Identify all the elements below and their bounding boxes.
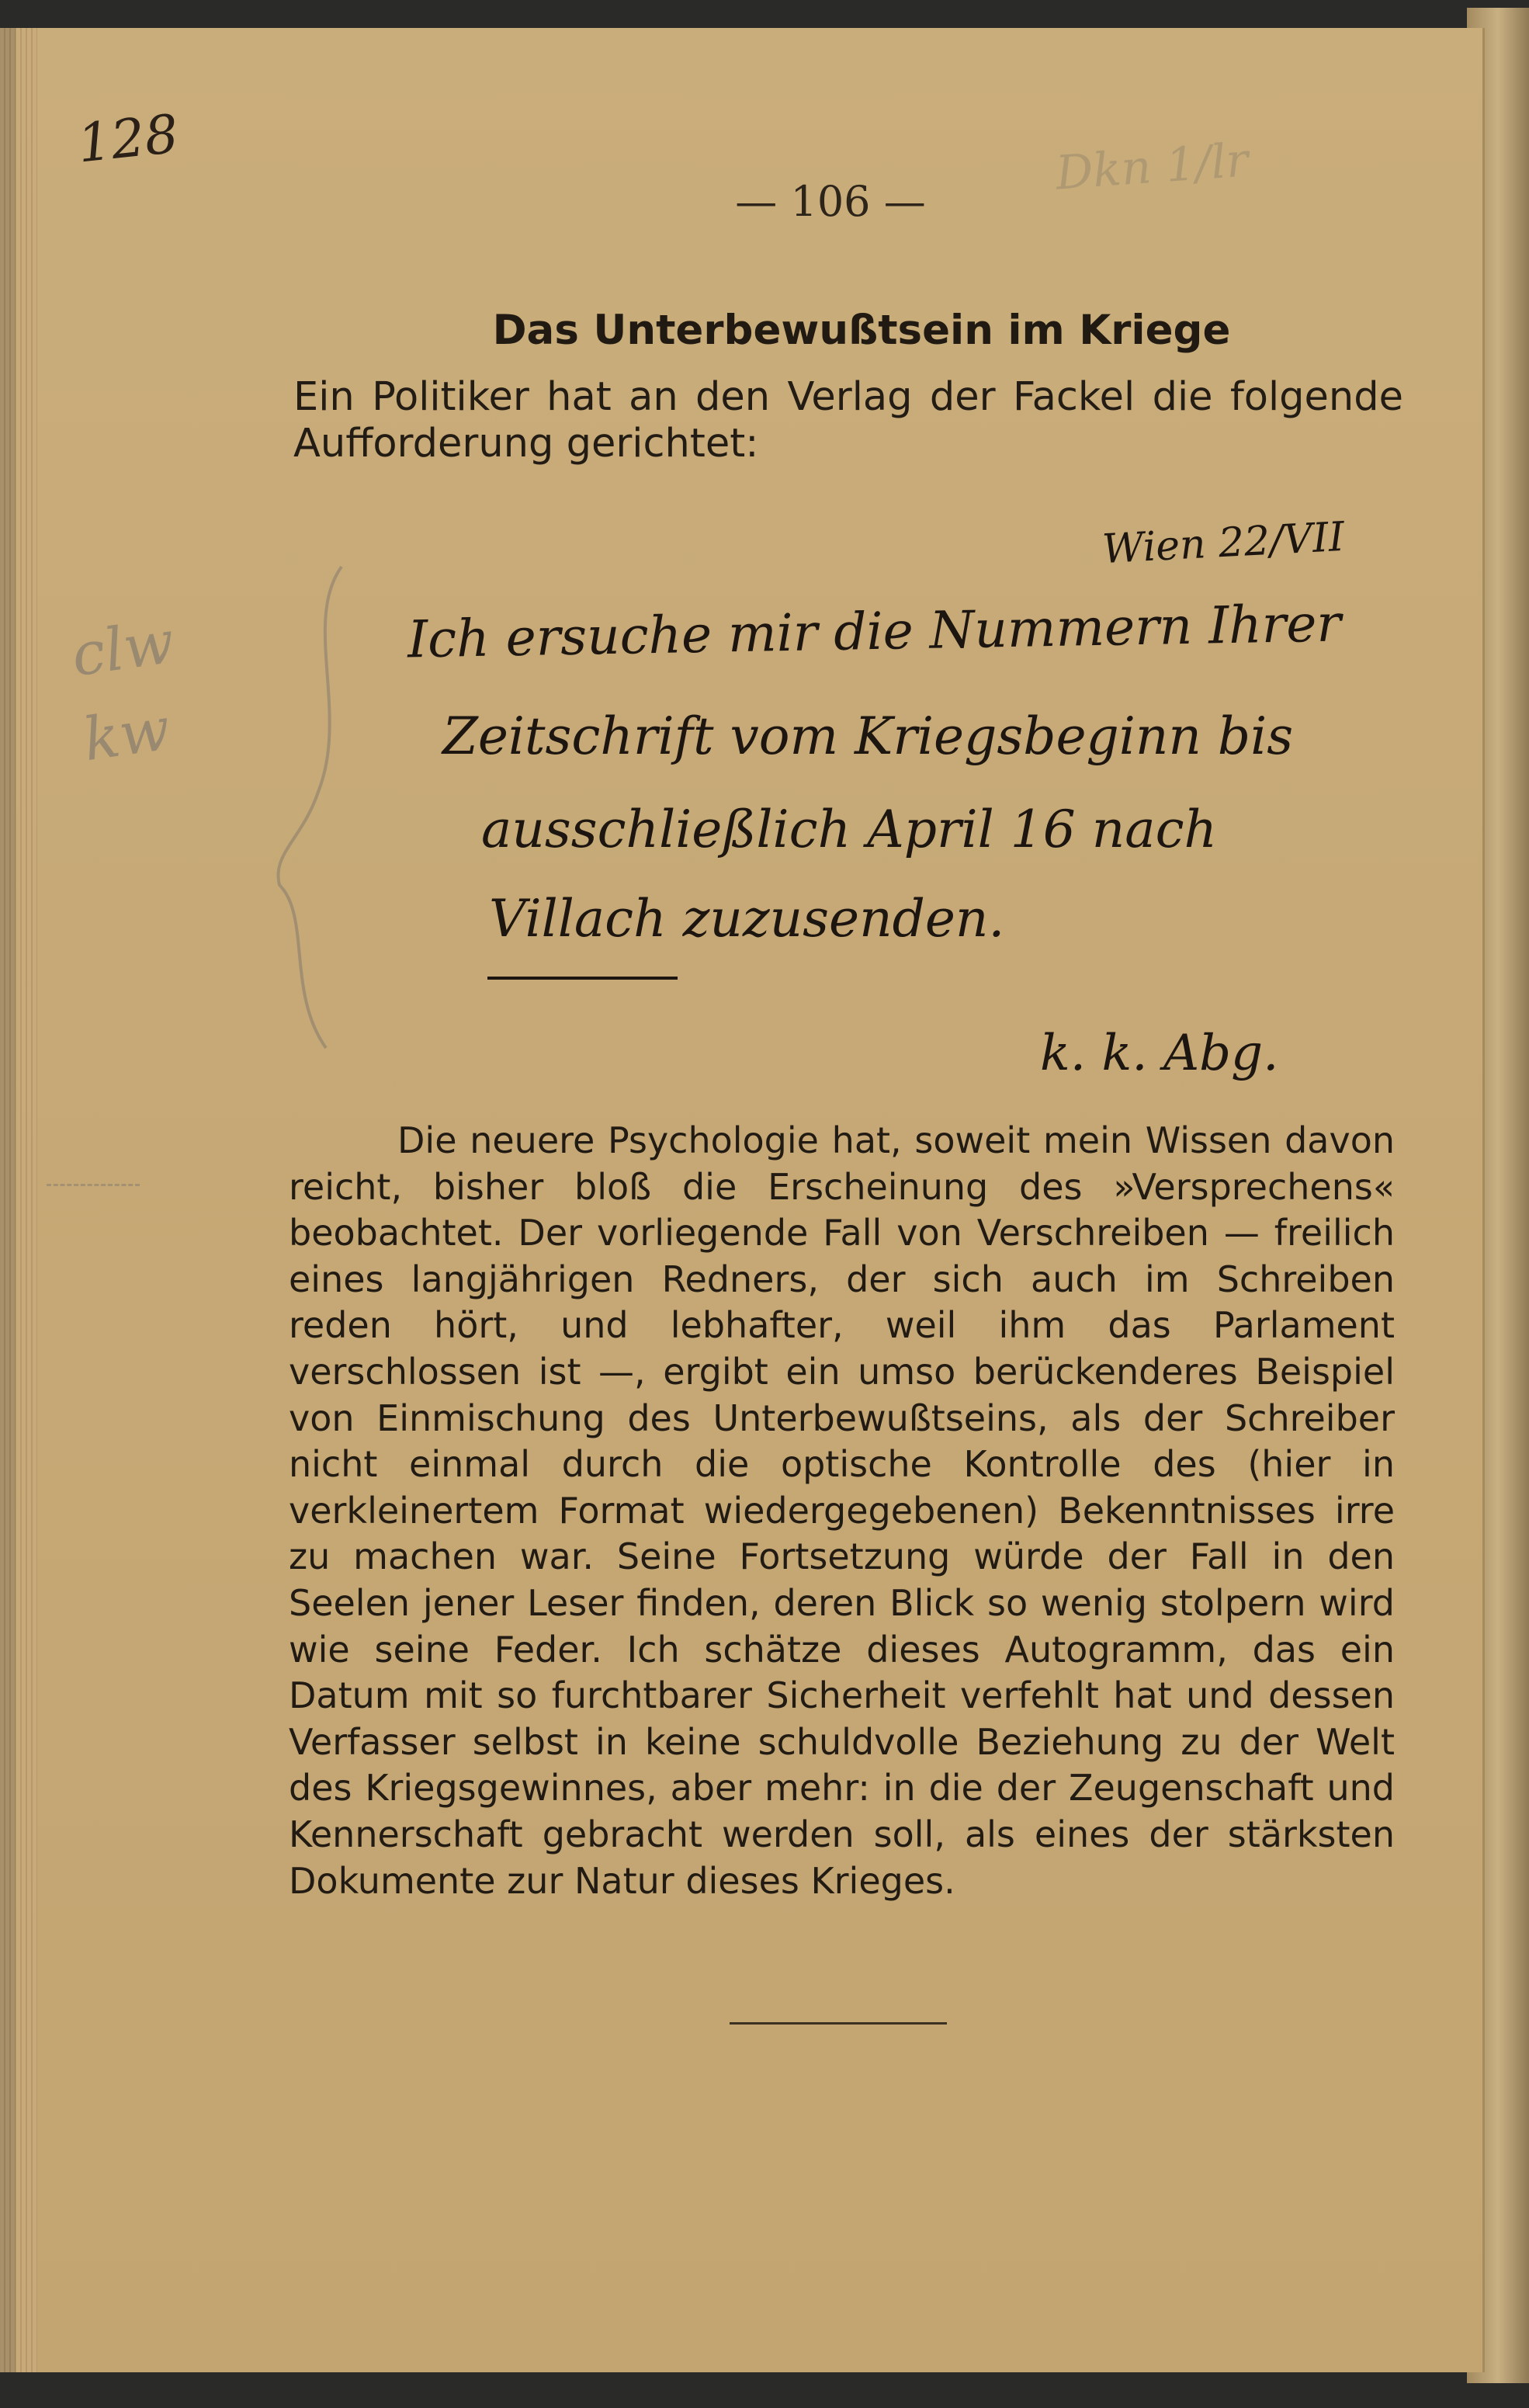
body-text: Die neuere Psychologie hat, soweit mein Wissen davon reicht, bisher bloß die Erscheinung des »Versprechens« beobachtet. Der vorliegende Fall von Verschreiben — freilich eines langjährigen Redners, der sich auch im Schreiben reden hört, und lebhafter, weil ihm das Parlament verschlossen ist —, ergibt ein umso berückenderes Beispiel von Einmischung des Unterbewußtseins, als der Schreiber nicht einmal durch die optische Kontrolle des (hier in verkleinertem Format wiedergegebenen) Bekenntnisses irre zu machen war. Seine Fortsetzung würde der Fall in den Seelen jener Leser finden, deren Blick so wenig stolpern wird wie seine Feder. Ich schätze dieses Autogramm, das ein Datum mit so furchtbarer Sicherheit verfehlt hat und dessen Verfasser selbst in keine schuldvolle Beziehung zu der Welt des Kriegsgewinnes, aber mehr: in die der Zeugenschaft und Kennerschaft gebracht werden soll, als eines der stärksten Dokumente zur Natur dieses Krieges. xyxy=(289,1119,1395,1902)
letter-line-3: ausschließlich April 16 nach xyxy=(481,800,1218,859)
letter-line-1: Ich ersuche mir die Nummern Ihrer xyxy=(407,593,1342,670)
letter-date: Wien 22/VII xyxy=(1101,513,1346,574)
intro-paragraph: Ein Politiker hat an den Verlag der Fackel die folgende Aufforderung gerichtet: xyxy=(293,374,1403,467)
letter-signature: k. k. Abg. xyxy=(1040,1025,1279,1082)
letter-underline xyxy=(487,977,678,980)
article-title: Das Unterbewußtsein im Kriege xyxy=(492,307,1231,354)
pencil-shelfmark: Dkn 1/lr xyxy=(1053,133,1250,201)
letter-line-2: Zeitschrift vom Kriegsbeginn bis xyxy=(442,706,1294,766)
pencil-margin-line xyxy=(47,1184,140,1186)
page-edge-stack xyxy=(0,28,37,2372)
folio-number: 128 xyxy=(75,103,182,175)
body-paragraph xyxy=(289,1118,1395,1904)
pencil-brace xyxy=(256,559,365,1056)
page-number: — 106 — xyxy=(735,177,926,226)
pencil-margin-note: clw kw xyxy=(67,606,179,775)
section-separator xyxy=(730,2022,947,2025)
letter-line-4: Villach zuzusenden. xyxy=(489,889,1005,949)
